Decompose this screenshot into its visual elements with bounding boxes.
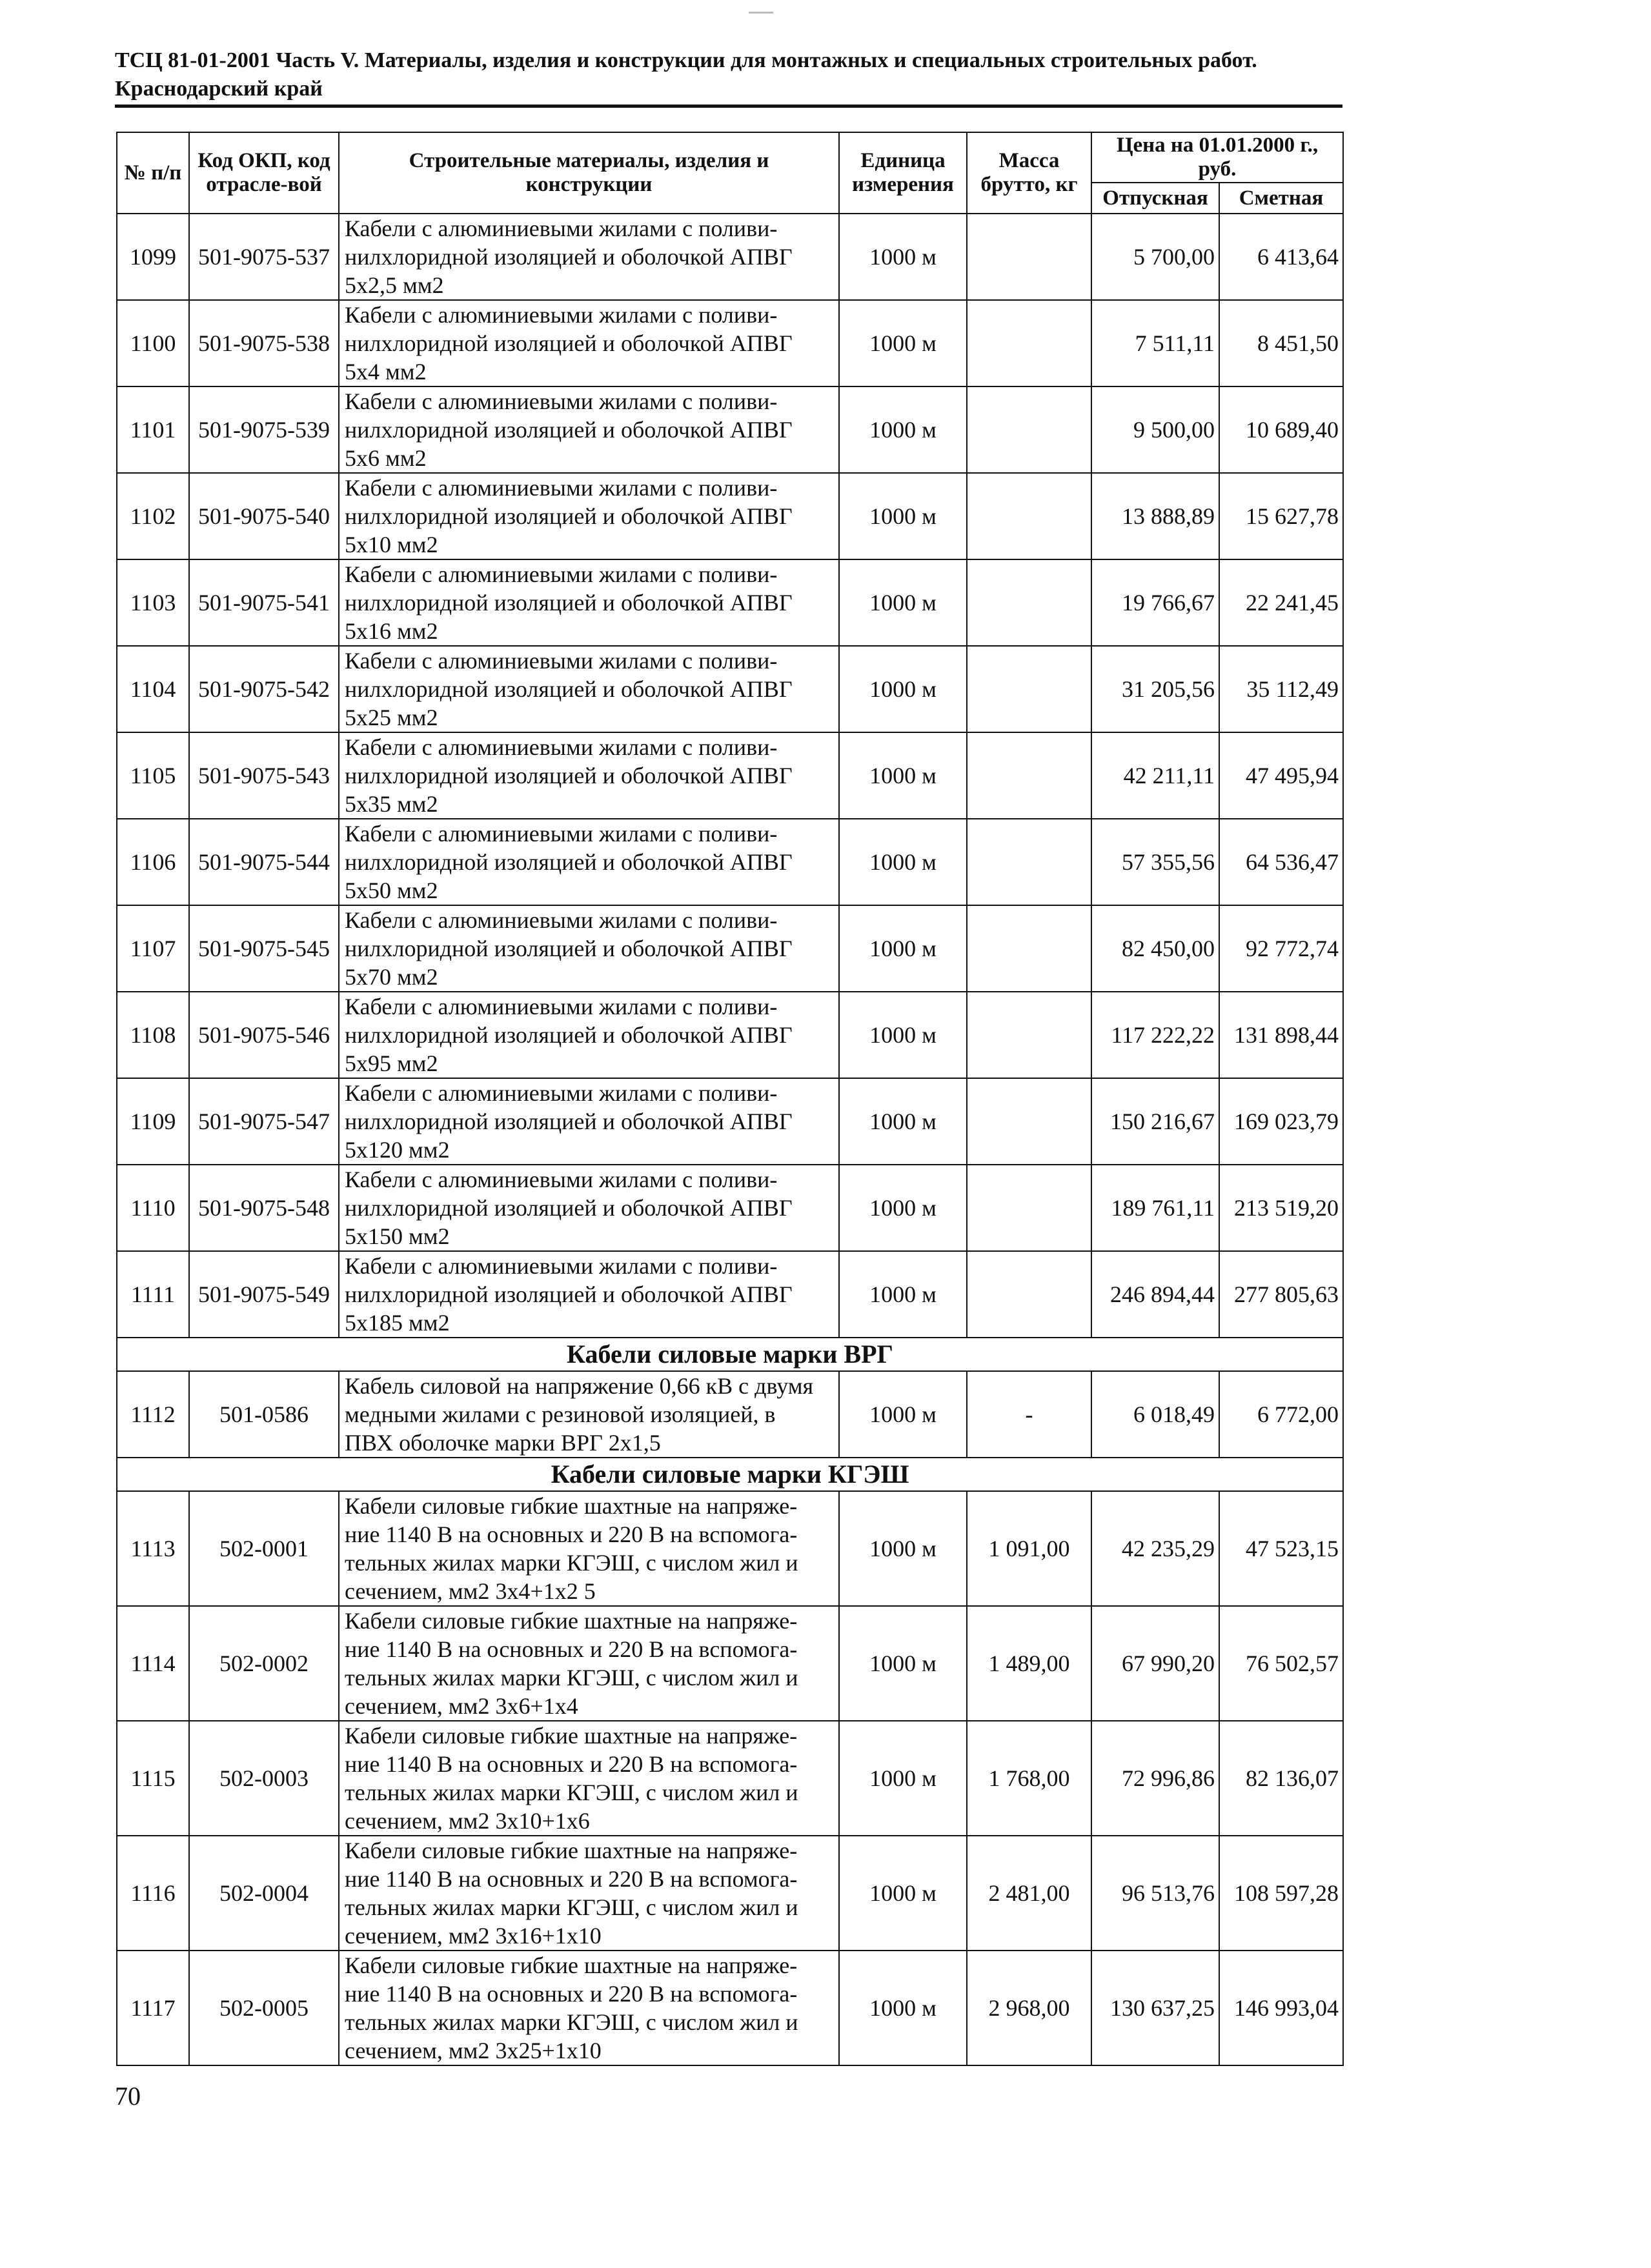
cell-unit: 1000 м (839, 473, 967, 559)
col-header-estimate: Сметная (1219, 183, 1343, 214)
cell-release: 189 761,11 (1091, 1165, 1219, 1251)
cell-num: 1108 (117, 992, 189, 1078)
cell-estimate: 6 413,64 (1219, 214, 1343, 300)
cell-code: 502-0004 (189, 1836, 339, 1951)
cell-num: 1104 (117, 646, 189, 732)
cell-estimate: 8 451,50 (1219, 300, 1343, 386)
cell-num: 1102 (117, 473, 189, 559)
cell-code: 501-9075-545 (189, 905, 339, 992)
cell-estimate: 82 136,07 (1219, 1721, 1343, 1836)
cell-desc: Кабели силовые гибкие шахтные на напряже- ние 1140 В на основных и 220 В на вспомога- тельных жилах марки КГЭШ, с числом жил и сечением, мм2 3х4+1х2 5 (339, 1491, 839, 1606)
page-header (115, 46, 1341, 103)
table-row (117, 1491, 1343, 1606)
cell-code: 501-9075-549 (189, 1251, 339, 1338)
cell-mass (967, 559, 1091, 646)
cell-desc: Кабели силовые гибкие шахтные на напряже- ние 1140 В на основных и 220 В на вспомога- тельных жилах марки КГЭШ, с числом жил и сечением, мм2 3х16+1х10 (339, 1836, 839, 1951)
table-body-apvg (117, 214, 1343, 1338)
cell-release: 31 205,56 (1091, 646, 1219, 732)
cell-desc: Кабели силовые гибкие шахтные на напряже- ние 1140 В на основных и 220 В на вспомога- тельных жилах марки КГЭШ, с числом жил и сечением, мм2 3х25+1х10 (339, 1951, 839, 2065)
cell-code: 501-9075-539 (189, 386, 339, 473)
cell-unit: 1000 м (839, 1251, 967, 1338)
table-row (117, 559, 1343, 646)
header-rule (115, 105, 1342, 108)
cell-mass (967, 992, 1091, 1078)
table-row (117, 1251, 1343, 1338)
table-row (117, 732, 1343, 819)
col-header-mass: Масса брутто, кг (967, 132, 1091, 214)
table-row (117, 473, 1343, 559)
cell-desc: Кабели с алюминиевыми жилами с поливи- нилхлоридной изоляцией и оболочкой АПВГ 5х95 мм2 (339, 992, 839, 1078)
cell-unit: 1000 м (839, 905, 967, 992)
price-table (116, 132, 1344, 2066)
cell-release: 246 894,44 (1091, 1251, 1219, 1338)
cell-mass (967, 386, 1091, 473)
cell-release: 13 888,89 (1091, 473, 1219, 559)
cell-num: 1113 (117, 1491, 189, 1606)
cell-desc: Кабели с алюминиевыми жилами с поливи- нилхлоридной изоляцией и оболочкой АПВГ 5х185 мм2 (339, 1251, 839, 1338)
cell-num: 1109 (117, 1078, 189, 1165)
table-row (117, 214, 1343, 300)
cell-release: 42 211,11 (1091, 732, 1219, 819)
cell-unit: 1000 м (839, 992, 967, 1078)
table-row (117, 1165, 1343, 1251)
cell-estimate: 131 898,44 (1219, 992, 1343, 1078)
cell-release: 67 990,20 (1091, 1606, 1219, 1721)
table-body-kgesh (117, 1491, 1343, 2065)
cell-desc: Кабель силовой на напряжение 0,66 кВ с двумя медными жилами с резиновой изоляцией, в ПВХ оболочке марки ВРГ 2х1,5 (339, 1371, 839, 1458)
col-header-price: Цена на 01.01.2000 г., руб. (1091, 132, 1343, 183)
table-row (117, 646, 1343, 732)
cell-mass: - (967, 1371, 1091, 1458)
cell-unit: 1000 м (839, 214, 967, 300)
cell-mass (967, 214, 1091, 300)
cell-estimate: 277 805,63 (1219, 1251, 1343, 1338)
cell-estimate: 213 519,20 (1219, 1165, 1343, 1251)
cell-num: 1101 (117, 386, 189, 473)
cell-release: 130 637,25 (1091, 1951, 1219, 2065)
cell-mass: 1 489,00 (967, 1606, 1091, 1721)
cell-num: 1106 (117, 819, 189, 905)
section-title-vrg: Кабели силовые марки ВРГ (117, 1338, 1343, 1371)
cell-estimate: 47 495,94 (1219, 732, 1343, 819)
cell-release: 9 500,00 (1091, 386, 1219, 473)
cell-mass (967, 819, 1091, 905)
cell-desc: Кабели с алюминиевыми жилами с поливи- нилхлоридной изоляцией и оболочкой АПВГ 5х4 мм2 (339, 300, 839, 386)
cell-code: 501-0586 (189, 1371, 339, 1458)
cell-release: 96 513,76 (1091, 1836, 1219, 1951)
cell-release: 19 766,67 (1091, 559, 1219, 646)
cell-num: 1103 (117, 559, 189, 646)
cell-desc: Кабели с алюминиевыми жилами с поливи- нилхлоридной изоляцией и оболочкой АПВГ 5х35 мм2 (339, 732, 839, 819)
cell-desc: Кабели с алюминиевыми жилами с поливи- нилхлоридной изоляцией и оболочкой АПВГ 5х2,5 мм2 (339, 214, 839, 300)
cell-estimate: 10 689,40 (1219, 386, 1343, 473)
cell-desc: Кабели с алюминиевыми жилами с поливи- нилхлоридной изоляцией и оболочкой АПВГ 5х16 мм2 (339, 559, 839, 646)
cell-num: 1107 (117, 905, 189, 992)
cell-code: 501-9075-540 (189, 473, 339, 559)
cell-code: 501-9075-542 (189, 646, 339, 732)
cell-unit: 1000 м (839, 1836, 967, 1951)
table-row (117, 1606, 1343, 1721)
cell-num: 1110 (117, 1165, 189, 1251)
cell-mass: 2 968,00 (967, 1951, 1091, 2065)
table-row (117, 300, 1343, 386)
table-row (117, 1721, 1343, 1836)
table-row (117, 992, 1343, 1078)
cell-release: 6 018,49 (1091, 1371, 1219, 1458)
section-title-kgesh: Кабели силовые марки КГЭШ (117, 1458, 1343, 1491)
cell-estimate: 146 993,04 (1219, 1951, 1343, 2065)
cell-mass (967, 473, 1091, 559)
cell-code: 501-9075-538 (189, 300, 339, 386)
cell-estimate: 6 772,00 (1219, 1371, 1343, 1458)
cell-estimate: 47 523,15 (1219, 1491, 1343, 1606)
cell-estimate: 108 597,28 (1219, 1836, 1343, 1951)
table-body-vrg (117, 1338, 1343, 1491)
table-row (117, 1951, 1343, 2065)
cell-estimate: 35 112,49 (1219, 646, 1343, 732)
page-number: 70 (115, 2082, 141, 2111)
cell-unit: 1000 м (839, 1078, 967, 1165)
cell-estimate: 15 627,78 (1219, 473, 1343, 559)
cell-release: 5 700,00 (1091, 214, 1219, 300)
cell-unit: 1000 м (839, 559, 967, 646)
cell-unit: 1000 м (839, 1721, 967, 1836)
cell-release: 57 355,56 (1091, 819, 1219, 905)
cell-estimate: 22 241,45 (1219, 559, 1343, 646)
cell-mass (967, 732, 1091, 819)
cell-num: 1114 (117, 1606, 189, 1721)
header-title: ТСЦ 81-01-2001 Часть V. Материалы, изделия и конструкции для монтажных и специальных строительных работ. (115, 48, 1257, 72)
cell-code: 502-0003 (189, 1721, 339, 1836)
cell-num: 1115 (117, 1721, 189, 1836)
cell-unit: 1000 м (839, 386, 967, 473)
cell-unit: 1000 м (839, 1165, 967, 1251)
cell-mass: 1 768,00 (967, 1721, 1091, 1836)
cell-mass (967, 300, 1091, 386)
cell-mass (967, 905, 1091, 992)
table-row (117, 819, 1343, 905)
cell-code: 501-9075-548 (189, 1165, 339, 1251)
col-header-unit: Единица измерения (839, 132, 967, 214)
cell-unit: 1000 м (839, 300, 967, 386)
cell-unit: 1000 м (839, 732, 967, 819)
cell-code: 501-9075-541 (189, 559, 339, 646)
cell-unit: 1000 м (839, 1371, 967, 1458)
cell-code: 502-0001 (189, 1491, 339, 1606)
cell-desc: Кабели с алюминиевыми жилами с поливи- нилхлоридной изоляцией и оболочкой АПВГ 5х25 мм2 (339, 646, 839, 732)
col-header-num: № п/п (117, 132, 189, 214)
cell-unit: 1000 м (839, 646, 967, 732)
cell-code: 501-9075-546 (189, 992, 339, 1078)
cell-estimate: 76 502,57 (1219, 1606, 1343, 1721)
cell-unit: 1000 м (839, 1606, 967, 1721)
col-header-name: Строительные материалы, изделия и конструкции (339, 132, 839, 214)
cell-code: 502-0005 (189, 1951, 339, 2065)
cell-mass (967, 646, 1091, 732)
cell-desc: Кабели с алюминиевыми жилами с поливи- нилхлоридной изоляцией и оболочкой АПВГ 5х70 мм2 (339, 905, 839, 992)
cell-desc: Кабели с алюминиевыми жилами с поливи- нилхлоридной изоляцией и оболочкой АПВГ 5х150 мм2 (339, 1165, 839, 1251)
cell-estimate: 169 023,79 (1219, 1078, 1343, 1165)
cell-desc: Кабели с алюминиевыми жилами с поливи- нилхлоридной изоляцией и оболочкой АПВГ 5х10 мм2 (339, 473, 839, 559)
scan-mark (749, 12, 773, 14)
cell-desc: Кабели с алюминиевыми жилами с поливи- нилхлоридной изоляцией и оболочкой АПВГ 5х50 мм2 (339, 819, 839, 905)
cell-code: 501-9075-537 (189, 214, 339, 300)
table-row (117, 1371, 1343, 1458)
cell-num: 1117 (117, 1951, 189, 2065)
cell-mass: 2 481,00 (967, 1836, 1091, 1951)
cell-release: 117 222,22 (1091, 992, 1219, 1078)
cell-release: 72 996,86 (1091, 1721, 1219, 1836)
table-row (117, 1836, 1343, 1951)
cell-code: 502-0002 (189, 1606, 339, 1721)
cell-num: 1116 (117, 1836, 189, 1951)
col-header-release: Отпускная (1091, 183, 1219, 214)
cell-release: 42 235,29 (1091, 1491, 1219, 1606)
cell-num: 1112 (117, 1371, 189, 1458)
cell-desc: Кабели с алюминиевыми жилами с поливи- нилхлоридной изоляцией и оболочкой АПВГ 5х6 мм2 (339, 386, 839, 473)
cell-mass (967, 1165, 1091, 1251)
cell-desc: Кабели силовые гибкие шахтные на напряже- ние 1140 В на основных и 220 В на вспомога- тельных жилах марки КГЭШ, с числом жил и сечением, мм2 3х10+1х6 (339, 1721, 839, 1836)
cell-release: 150 216,67 (1091, 1078, 1219, 1165)
cell-num: 1099 (117, 214, 189, 300)
cell-unit: 1000 м (839, 819, 967, 905)
cell-mass: 1 091,00 (967, 1491, 1091, 1606)
cell-estimate: 64 536,47 (1219, 819, 1343, 905)
cell-code: 501-9075-544 (189, 819, 339, 905)
table-row (117, 386, 1343, 473)
cell-code: 501-9075-543 (189, 732, 339, 819)
cell-desc: Кабели силовые гибкие шахтные на напряже- ние 1140 В на основных и 220 В на вспомога- тельных жилах марки КГЭШ, с числом жил и сечением, мм2 3х6+1х4 (339, 1606, 839, 1721)
cell-num: 1100 (117, 300, 189, 386)
cell-unit: 1000 м (839, 1491, 967, 1606)
table-row (117, 905, 1343, 992)
header-region: Краснодарский край (115, 77, 323, 101)
col-header-code: Код ОКП, код отрасле-вой (189, 132, 339, 214)
cell-estimate: 92 772,74 (1219, 905, 1343, 992)
cell-release: 82 450,00 (1091, 905, 1219, 992)
cell-mass (967, 1078, 1091, 1165)
cell-num: 1105 (117, 732, 189, 819)
cell-unit: 1000 м (839, 1951, 967, 2065)
cell-mass (967, 1251, 1091, 1338)
cell-desc: Кабели с алюминиевыми жилами с поливи- нилхлоридной изоляцией и оболочкой АПВГ 5х120 мм2 (339, 1078, 839, 1165)
cell-num: 1111 (117, 1251, 189, 1338)
cell-release: 7 511,11 (1091, 300, 1219, 386)
table-row (117, 1078, 1343, 1165)
cell-code: 501-9075-547 (189, 1078, 339, 1165)
